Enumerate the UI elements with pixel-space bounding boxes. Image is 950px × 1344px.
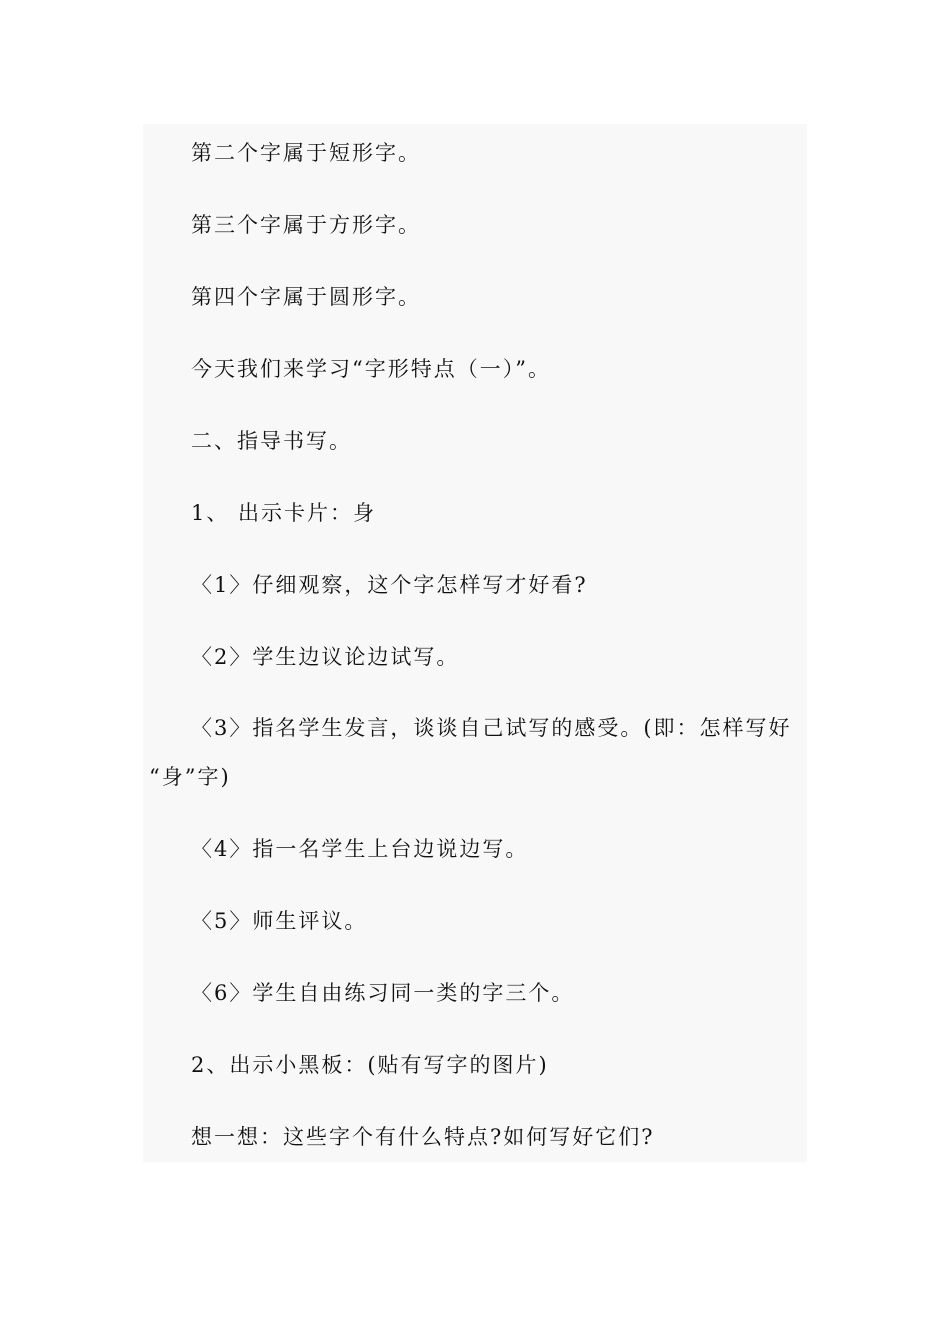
step-2-blackboard: 2、出示小黑板：(贴有写字的图片): [191, 1053, 549, 1077]
paragraph-short-shape: 第二个字属于短形字。: [191, 141, 421, 165]
substep-6-practice: 〈6〉学生自由练习同一类的字三个。: [191, 981, 575, 1005]
substep-3-line-2: “身”字): [149, 765, 231, 789]
paragraph-lesson-topic: 今天我们来学习“字形特点（一）”。: [191, 357, 551, 381]
document-page-content: [143, 124, 807, 1162]
substep-3-speak: [143, 713, 793, 792]
substep-1-observe: 〈1〉仔细观察，这个字怎样写才好看?: [191, 573, 588, 597]
substep-5-review: 〈5〉师生评议。: [191, 909, 368, 933]
paragraph-round-shape: 第四个字属于圆形字。: [191, 285, 421, 309]
paragraph-square-shape: 第三个字属于方形字。: [191, 213, 421, 237]
substep-4-demo: 〈4〉指一名学生上台边说边写。: [191, 837, 529, 861]
paragraph-think: 想一想：这些字个有什么特点?如何写好它们?: [191, 1125, 655, 1149]
substep-3-line-1: 〈3〉指名学生发言，谈谈自己试写的感受。(即：怎样写好: [191, 716, 792, 740]
step-1-show-card: 1、 出示卡片：身: [191, 501, 377, 525]
substep-2-discuss: 〈2〉学生边议论边试写。: [191, 645, 460, 669]
section-heading-writing-guidance: 二、指导书写。: [191, 429, 352, 453]
